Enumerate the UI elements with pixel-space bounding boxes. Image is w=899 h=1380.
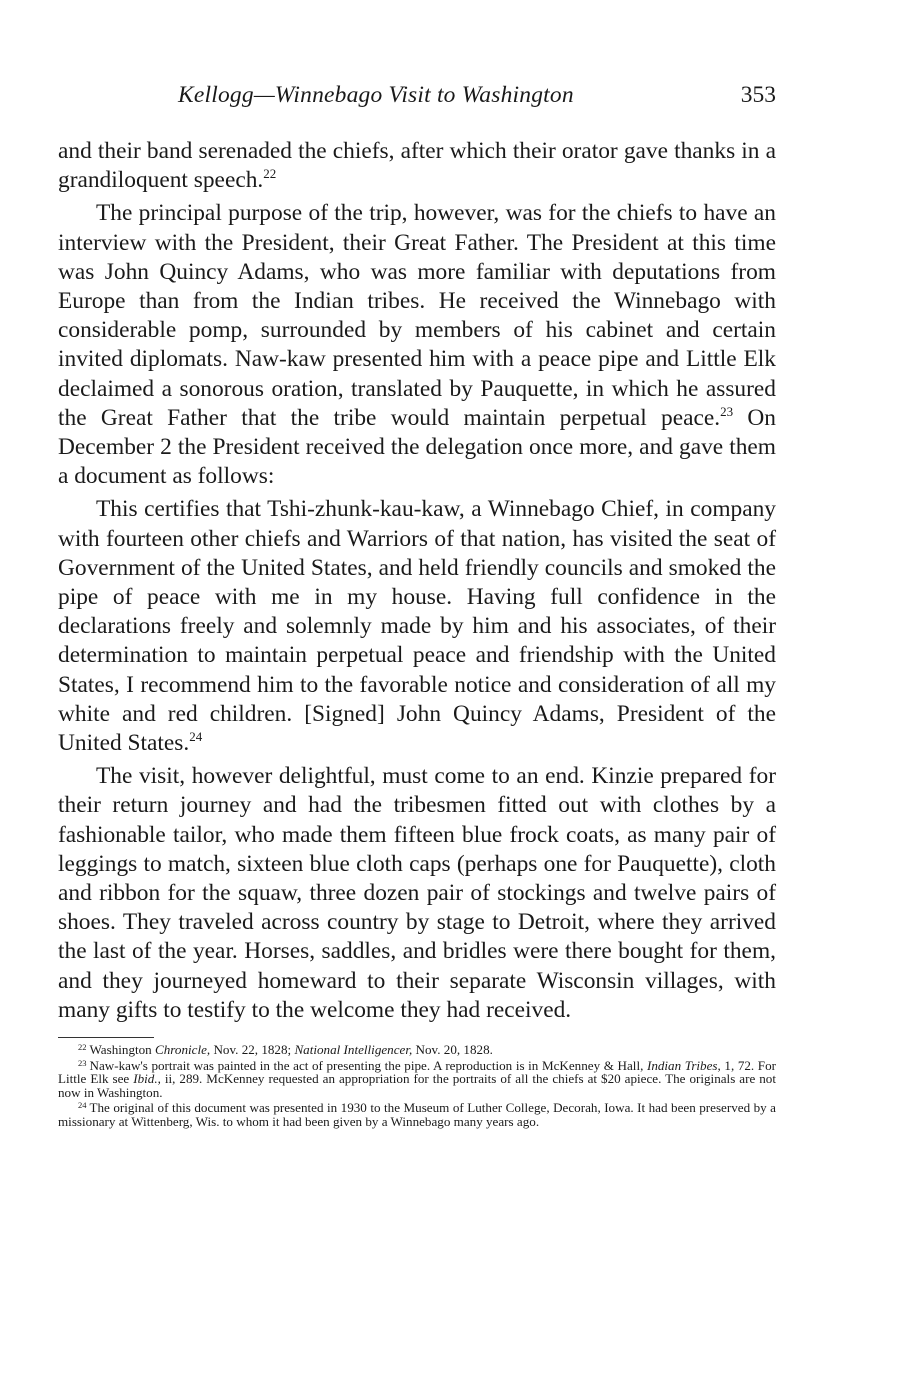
- footnote-ref: 22: [263, 166, 277, 182]
- footnote-title: Chronicle,: [155, 1042, 211, 1058]
- footnote-ref: 23: [720, 403, 734, 419]
- page-number: 353: [740, 82, 776, 108]
- footnote-text: Nov. 20, 1828.: [412, 1042, 493, 1058]
- footnote-text: Washington: [89, 1042, 156, 1058]
- quote-text: This certifies that Tshi-zhunk-kau-kaw, a Winnebago Chief, in company with fourteen other chiefs and Warriors of that nation, has visited the seat of Government of the United States, and held friendly councils and smoked the pipe of peace with me in my house. Having full confidence in the declarations freely and solemnly made by him and his associates, of their determination to maintain perpetual peace and friendship with the United States, I recommend him to the favorable notice and consideration of all my white and red children. [Signed] John Quincy Adams, President of the United States.: [58, 496, 776, 757]
- paragraph-president-meeting: [58, 199, 776, 491]
- paragraph-continued: [58, 137, 776, 195]
- book-page: [58, 70, 776, 1129]
- footnote-text: Naw-kaw's portrait was painted in the act of presenting the pipe. A reproduction is in McKenney & Hall,: [89, 1057, 647, 1073]
- footnote-number: 23: [78, 1057, 87, 1068]
- paragraph-text: and their band serenaded the chiefs, after which their orator gave thanks in a grandiloquent speech.: [58, 138, 776, 194]
- footnote-title: Indian Tribes,: [646, 1057, 721, 1073]
- quoted-document: [58, 495, 776, 758]
- footnote-title: National Intelligencer,: [294, 1042, 413, 1058]
- footnote-ref: 24: [189, 729, 203, 745]
- running-head: [58, 70, 776, 110]
- body-text: [58, 137, 776, 1025]
- footnote-24: [58, 1099, 776, 1128]
- paragraph-return-journey: [58, 762, 776, 1025]
- footnote-text: 1, 72. For Little Elk see: [58, 1057, 776, 1087]
- footnote-title: Ibid.,: [133, 1071, 161, 1087]
- paragraph-text: The visit, however delightful, must come to an end. Kinzie prepared for their return journey and had the tribesmen fitted out with clothes by a fashionable tailor, who made them fifteen blue frock coats, as many pair of leggings to match, sixteen blue cloth caps (perhaps one for Pauquette), cloth and ribbon for the squaw, three dozen pair of stockings and twelve pairs of shoes. They traveled across country by stage to Detroit, where they arrived the last of the year. Horses, saddles, and bridles were there bought for them, and they journeyed homeward to their separate Wisconsin villages, with many gifts to testify to the welcome they had received.: [58, 763, 776, 1023]
- footnotes: [58, 1041, 776, 1129]
- footnote-number: 22: [78, 1042, 87, 1053]
- footnote-text: ii, 289. McKenney requested an appropriation for the portraits of all the chiefs at $20 apiece. The originals are not now in Washington.: [58, 1071, 776, 1100]
- paragraph-text: On December 2 the President received the delegation once more, and gave them a document as follows:: [58, 404, 777, 490]
- footnote-22: [58, 1041, 776, 1057]
- footnote-number: 24: [78, 1100, 87, 1111]
- paragraph-text: The principal purpose of the trip, however, was for the chiefs to have an interview with the President, their Great Father. The President at this time was John Quincy Adams, who was more familiar with deputations from Europe than from the Indian tribes. He received the Winnebago with considerable pomp, surrounded by members of his cabinet and certain invited diplomats. Naw-kaw presented him with a peace pipe and Little Elk declaimed a sonorous oration, translated by Pauquette, in which he assured the Great Father that the tribe would maintain perpetual peace.: [58, 200, 776, 431]
- footnote-text: The original of this document was presented in 1930 to the Museum of Luther College, Decorah, Iowa. It had been preserved by a missionary at Wittenberg, Wis. to whom it had been given by a Winnebago many years ago.: [58, 1100, 776, 1130]
- footnote-23: [58, 1057, 776, 1100]
- running-title: Kellogg—Winnebago Visit to Washington: [178, 82, 574, 108]
- footnote-rule: [58, 1037, 154, 1038]
- footnote-text: Nov. 22, 1828;: [210, 1042, 295, 1058]
